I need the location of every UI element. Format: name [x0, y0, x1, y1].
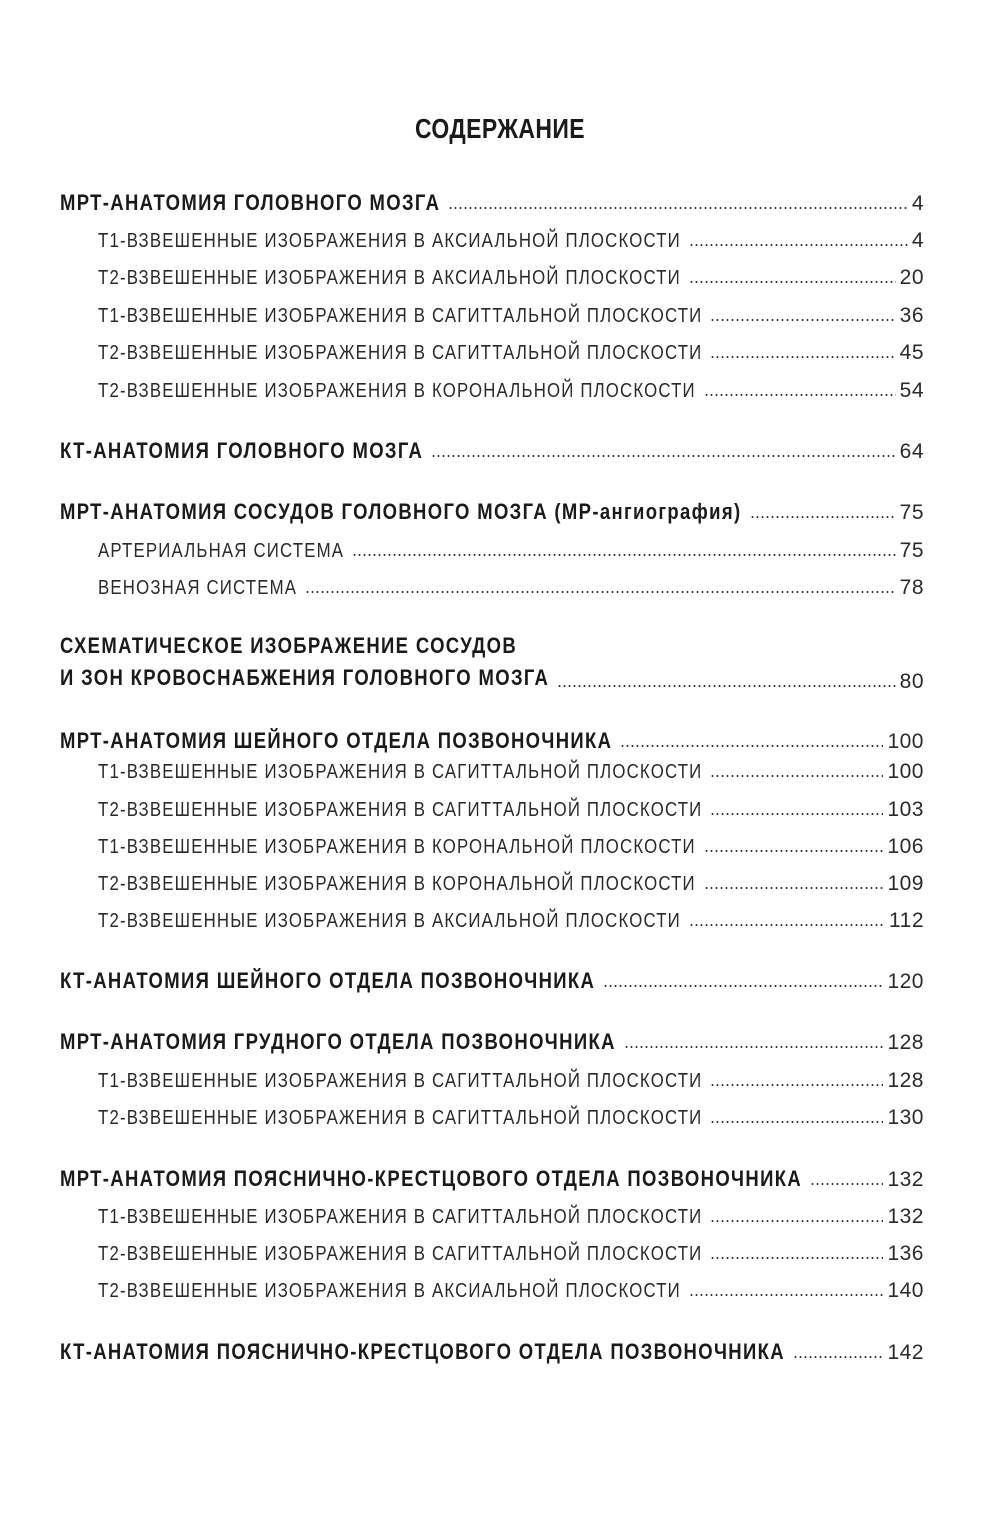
- page-title: СОДЕРЖАНИЕ: [414, 113, 586, 144]
- toc-entry-label: МРТ-АНАТОМИЯ ГОЛОВНОГО МОЗГА: [60, 190, 441, 215]
- dot-leader: [603, 985, 883, 987]
- toc-entry[interactable]: [98, 219, 924, 253]
- toc-entry[interactable]: [60, 628, 924, 694]
- dot-leader: [704, 394, 896, 396]
- toc-page-number: 120: [887, 970, 924, 993]
- dot-leader: [710, 319, 895, 321]
- dot-leader: [810, 1183, 883, 1185]
- dot-leader: [689, 281, 896, 283]
- toc-entry-label: Т1-ВЗВЕШЕННЫЕ ИЗОБРАЖЕНИЯ В КОРОНАЛЬНОЙ ПЛОСКОСТИ: [98, 836, 696, 858]
- toc-page-number: 136: [887, 1242, 924, 1265]
- toc-entry-label: КТ-АНАТОМИЯ ГОЛОВНОГО МОЗГА: [60, 438, 424, 463]
- toc-page-number: 132: [887, 1205, 924, 1228]
- toc-entry-label: СХЕМАТИЧЕСКОЕ ИЗОБРАЖЕНИЕ СОСУДОВ И ЗОН КРОВОСНАБЖЕНИЯ ГОЛОВНОГО МОЗГА: [60, 633, 550, 690]
- toc-page-number: 4: [911, 229, 924, 252]
- toc-entry-label: Т2-ВЗВЕШЕННЫЕ ИЗОБРАЖЕНИЯ В САГИТТАЛЬНОЙ ПЛОСКОСТИ: [98, 342, 703, 364]
- toc-entry-label: Т1-ВЗВЕШЕННЫЕ ИЗОБРАЖЕНИЯ В АКСИАЛЬНОЙ ПЛОСКОСТИ: [98, 230, 681, 252]
- toc-entry-label: КТ-АНАТОМИЯ ШЕЙНОГО ОТДЕЛА ПОЗВОНОЧНИКА: [60, 968, 596, 993]
- toc-page-number: 130: [887, 1106, 924, 1129]
- toc-page-number: 45: [899, 341, 924, 364]
- dot-leader: [704, 850, 884, 852]
- toc-entry[interactable]: [98, 1269, 924, 1303]
- dot-leader: [431, 455, 895, 457]
- dot-leader: [793, 1356, 884, 1358]
- toc-page-number: 36: [899, 304, 924, 327]
- toc-page-number: 106: [887, 835, 924, 858]
- toc-entry[interactable]: [98, 294, 924, 328]
- toc-entry[interactable]: [60, 430, 924, 464]
- toc-page-number: 20: [899, 266, 924, 289]
- toc-entry[interactable]: [60, 182, 924, 216]
- dot-leader: [448, 207, 908, 209]
- toc-entry[interactable]: [98, 1096, 924, 1130]
- toc-page-number: 100: [887, 730, 924, 753]
- dot-leader: [710, 1257, 883, 1259]
- toc-entry[interactable]: [60, 1158, 924, 1192]
- toc-entry-label: Т2-ВЗВЕШЕННЫЕ ИЗОБРАЖЕНИЯ В АКСИАЛЬНОЙ ПЛОСКОСТИ: [98, 267, 681, 289]
- toc-entry-label: МРТ-АНАТОМИЯ СОСУДОВ ГОЛОВНОГО МОЗГА (МР-ангиография): [60, 499, 742, 524]
- toc-entry[interactable]: [98, 825, 924, 859]
- toc-page-number: 128: [887, 1031, 924, 1054]
- toc-entry-label: МРТ-АНАТОМИЯ ГРУДНОГО ОТДЕЛА ПОЗВОНОЧНИКА: [60, 1029, 616, 1054]
- toc-entry[interactable]: [98, 1059, 924, 1093]
- toc-entry[interactable]: [98, 331, 924, 365]
- toc-page-number: 75: [899, 539, 924, 562]
- toc-entry[interactable]: [98, 862, 924, 896]
- toc-entry[interactable]: [98, 750, 924, 784]
- toc-entry-label: Т2-ВЗВЕШЕННЫЕ ИЗОБРАЖЕНИЯ В САГИТТАЛЬНОЙ ПЛОСКОСТИ: [98, 799, 703, 821]
- dot-leader: [710, 1121, 883, 1123]
- toc-entry-label: Т1-ВЗВЕШЕННЫЕ ИЗОБРАЖЕНИЯ В САГИТТАЛЬНОЙ ПЛОСКОСТИ: [98, 761, 703, 783]
- dot-leader: [710, 356, 895, 358]
- toc-entry[interactable]: [60, 1331, 924, 1365]
- toc-entry-label: ВЕНОЗНАЯ СИСТЕМА: [98, 577, 298, 599]
- toc-entry-label: Т1-ВЗВЕШЕННЫЕ ИЗОБРАЖЕНИЯ В САГИТТАЛЬНОЙ ПЛОСКОСТИ: [98, 305, 703, 327]
- dot-leader: [689, 1294, 884, 1296]
- toc-page-number: 54: [899, 379, 924, 402]
- dot-leader: [689, 924, 885, 926]
- dot-leader: [750, 516, 896, 518]
- dot-leader: [352, 554, 895, 556]
- toc-page-number: 4: [911, 192, 924, 215]
- dot-leader: [710, 1084, 883, 1086]
- toc-entry[interactable]: [60, 1021, 924, 1055]
- dot-leader: [305, 591, 895, 593]
- toc-entry-label: Т2-ВЗВЕШЕННЫЕ ИЗОБРАЖЕНИЯ В САГИТТАЛЬНОЙ ПЛОСКОСТИ: [98, 1107, 703, 1129]
- dot-leader: [710, 1220, 883, 1222]
- toc-entry-label: Т1-ВЗВЕШЕННЫЕ ИЗОБРАЖЕНИЯ В САГИТТАЛЬНОЙ ПЛОСКОСТИ: [98, 1206, 703, 1228]
- toc-entry-label: МРТ-АНАТОМИЯ ШЕЙНОГО ОТДЕЛА ПОЗВОНОЧНИКА: [60, 728, 613, 753]
- toc-entry[interactable]: [98, 256, 924, 290]
- toc-entry-label: АРТЕРИАЛЬНАЯ СИСТЕМА: [98, 540, 345, 562]
- toc-entry-label: КТ-АНАТОМИЯ ПОЯСНИЧНО-КРЕСТЦОВОГО ОТДЕЛА ПОЗВОНОЧНИКА: [60, 1339, 785, 1364]
- toc-page-number: 64: [899, 440, 924, 463]
- toc-page-number: 142: [887, 1341, 924, 1364]
- dot-leader: [689, 244, 908, 246]
- toc-entry-label: Т2-ВЗВЕШЕННЫЕ ИЗОБРАЖЕНИЯ В АКСИАЛЬНОЙ ПЛОСКОСТИ: [98, 1280, 681, 1302]
- toc-entry-label: Т2-ВЗВЕШЕННЫЕ ИЗОБРАЖЕНИЯ В КОРОНАЛЬНОЙ ПЛОСКОСТИ: [98, 873, 696, 895]
- toc-entry-label: Т2-ВЗВЕШЕННЫЕ ИЗОБРАЖЕНИЯ В САГИТТАЛЬНОЙ ПЛОСКОСТИ: [98, 1243, 703, 1265]
- dot-leader: [624, 1046, 884, 1048]
- toc-entry[interactable]: [60, 491, 924, 525]
- toc-entry[interactable]: [60, 720, 924, 754]
- dot-leader: [704, 887, 884, 889]
- dot-leader: [710, 813, 883, 815]
- toc-entry[interactable]: [98, 529, 924, 563]
- toc-entry[interactable]: [98, 788, 924, 822]
- dot-leader: [620, 745, 883, 747]
- toc-entry-label: Т1-ВЗВЕШЕННЫЕ ИЗОБРАЖЕНИЯ В САГИТТАЛЬНОЙ ПЛОСКОСТИ: [98, 1070, 703, 1092]
- toc-page-number: 140: [887, 1279, 924, 1302]
- toc-page-number: 109: [887, 872, 924, 895]
- toc-entry[interactable]: [98, 369, 924, 403]
- toc-page-number: 128: [887, 1069, 924, 1092]
- toc-page-number: 103: [887, 798, 924, 821]
- toc-entry[interactable]: [60, 960, 924, 994]
- toc-page-number: 112: [889, 909, 924, 932]
- toc-page-number: 132: [887, 1168, 924, 1191]
- dot-leader: [557, 685, 895, 687]
- toc-page-number: 100: [887, 760, 924, 783]
- toc-entry-label: МРТ-АНАТОМИЯ ПОЯСНИЧНО-КРЕСТЦОВОГО ОТДЕЛА ПОЗВОНОЧНИКА: [60, 1166, 803, 1191]
- toc-entry[interactable]: [98, 1232, 924, 1266]
- toc-page-number: 75: [899, 501, 924, 524]
- toc-page-number: 80: [899, 670, 924, 693]
- dot-leader: [710, 775, 883, 777]
- toc-entry[interactable]: [98, 566, 924, 600]
- toc-page-number: 78: [899, 576, 924, 599]
- toc-entry[interactable]: [98, 899, 924, 933]
- toc-entry-label: Т2-ВЗВЕШЕННЫЕ ИЗОБРАЖЕНИЯ В КОРОНАЛЬНОЙ ПЛОСКОСТИ: [98, 380, 696, 402]
- toc-entry-label: Т2-ВЗВЕШЕННЫЕ ИЗОБРАЖЕНИЯ В АКСИАЛЬНОЙ ПЛОСКОСТИ: [98, 910, 681, 932]
- toc-entry[interactable]: [98, 1195, 924, 1229]
